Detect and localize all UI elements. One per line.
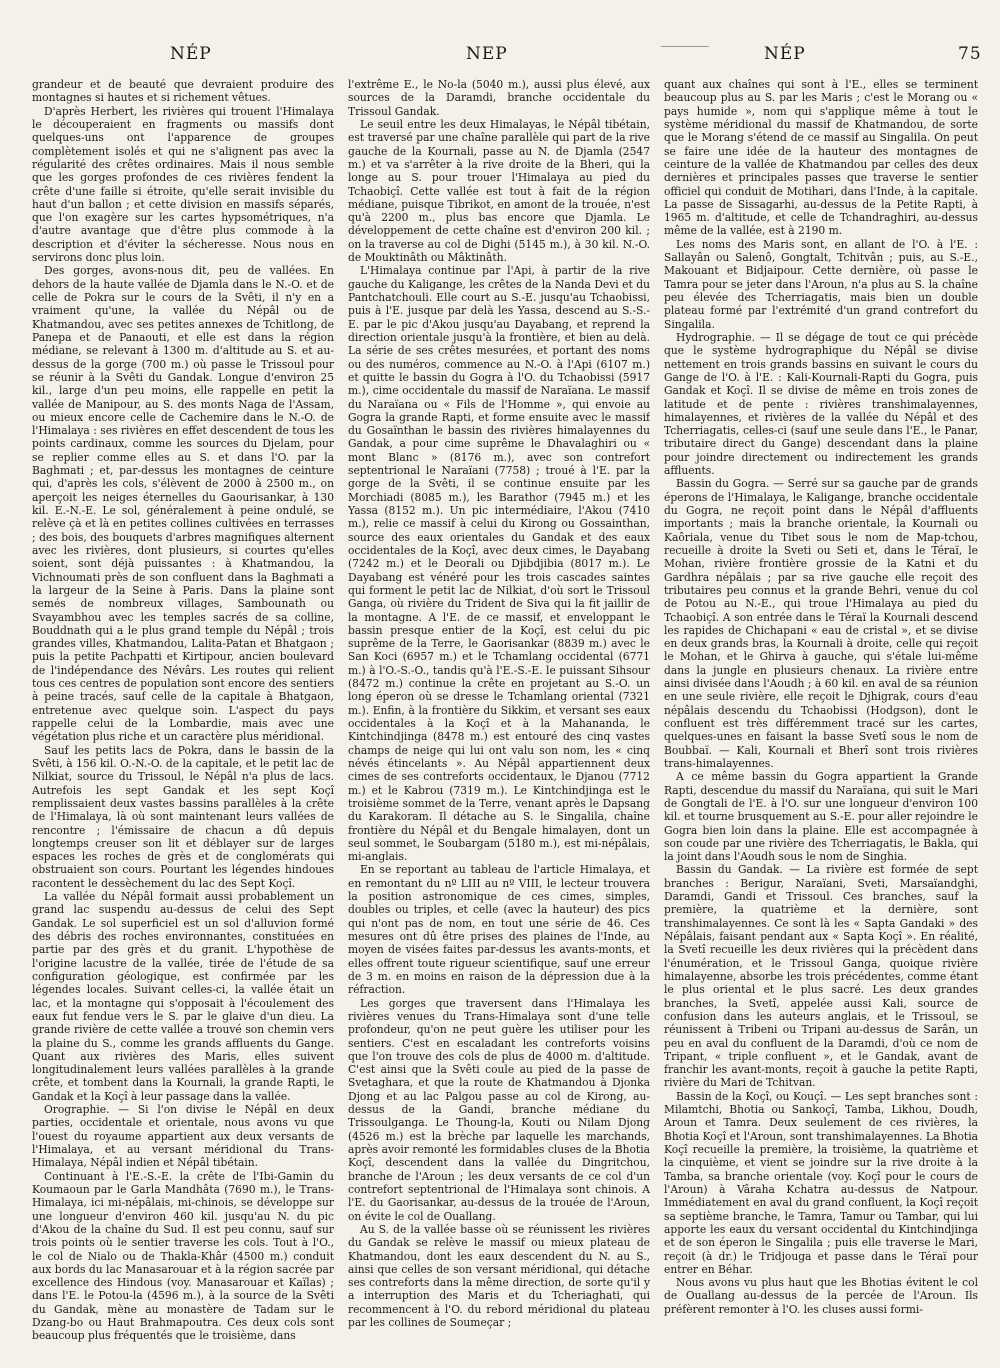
- paragraph: grandeur et de beauté que devraient produire des montagnes si hautes et si richement vêtues.: [32, 78, 334, 105]
- column-2: [348, 78, 650, 1358]
- paragraph: Le seuil entre les deux Himalayas, le Népâl tibétain, est traversé par une chaîne parallèle qui part de la rive gauche de la Kournali, passe au N. de Djamla (2547 m.) et va s'arrêter à la rive droite de la Bheri, qui la longe au S. pour trouer l'Himalaya au pied du Tchaobiçî. Cette vallée est tout à fait de la région médiane, puisque Tibrikot, en amont de la trouée, n'est qu'à 2200 m., plus bas encore que Djamla. Le développement de cette chaîne est d'environ 200 kil. ; on la traverse au col de Dighi (5145 m.), à 30 kil. N.-O. de Mouktinâth ou Mâktinâth.: [348, 117, 650, 265]
- paragraph: A ce même bassin du Gogra appartient la Grande Rapti, descendue du massif du Naraïana, qui suit le Mari de Gongtali de l'E. à l'O. sur une longueur d'environ 100 kil. et tourne brusquement au S.-E. pour aller rejoindre le Gogra bien loin dans la plaine. Elle est accompagnée à son coude par une rivière des Tcherriagatis, le Bakla, qui la joint dans l'Aoudh sous le nom de Singhia.: [664, 770, 978, 864]
- paragraph: Bassin de la Koçî, ou Kouçî. — Les sept branches sont : Milamtchi, Bhotia ou Sankoçî, Tamba, Likhou, Doudh, Aroun et Tamra. Deux seulement de ces rivières, la Bhotia Koçî et l'Aroun, sont transhimalayennes. La Bhotia Koçî recueille la première, la troisième, la quatrième et la cinquième, et vient se joindre sur la rive droite à la Tamba, sa branche orientale (voy. Koçî pour le cours de l'Aroun) à Vâraha Kchatra au-dessus de Natpour. Immédiatement en aval du grand confluent, la Koçî reçoit sa septième branche, le Tamra, Tamur ou Tambar, qui lui apporte les eaux du versant occidental du Kintchindjinga et de son éperon le Singalila ; puis elle traverse le Mari, reçoit (à dr.) le Tridjouga et passe dans le Téraï pour entrer en Béhar.: [664, 1089, 978, 1276]
- header-left: NÉP: [170, 44, 212, 64]
- column-3: [664, 78, 978, 1358]
- paragraph: quant aux chaînes qui sont à l'E., elles se terminent beaucoup plus au S. par les Maris ; c'est le Morang ou « pays humide », nom qui s'applique même à tout le système méridional du massif de Khatmandou, de sorte que le Morang s'étend de ce massif au Singalila. On peut se faire une idée de la hauteur des montagnes de ceinture de la vallée de Khatmandou par celles des deux dernières et principales passes que traverse le sentier officiel qui conduit de Motihari, dans l'Inde, à la capitale. La passe de Sissagarhi, au-dessus de la Petite Rapti, à 1965 m. d'altitude, et celle de Tchandraghiri, au-dessus même de la vallée, est à 2190 m.: [664, 78, 978, 238]
- paragraph: Les noms des Maris sont, en allant de l'O. à l'E. : Sallayân ou Salenô, Gongtalt, Tchitvân ; puis, au S.-E., Makouant et Bidjaipour. Cette dernière, où passe le Tamra pour se jeter dans l'Aroun, n'a plus au S. la chaîne peu élevée des Tcherriagatis, mais bien un double plateau formé par l'extrémité d'un grand contrefort du Singalila.: [664, 237, 978, 331]
- paragraph: Sauf les petits lacs de Pokra, dans le bassin de la Svêti, à 156 kil. O.-N.-O. de la capitale, et le petit lac de Nilkiat, source du Trissoul, le Népâl n'a plus de lacs. Autrefois les sept Gandak et les sept Koçî remplissaient deux vastes bassins parallèles à la crête de l'Himalaya, là où sont maintenant leurs vallées de rencontre ; l'émissaire de chacun a dû depuis longtemps creuser son lit et déblayer sur de larges espaces les roches de grès et de conglomérats qui obstruaient son cours. Pourtant les légendes hindoues racontent le dessèchement du lac des Sept Koçî.: [32, 743, 334, 890]
- paragraph: Bassin du Gandak. — La rivière est formée de sept branches : Berigur, Naraïani, Sveti, Marsaïandghi, Daramdi, Gandi et Trissoul. Ces branches, sauf la première, la quatrième et la dernière, sont transhimalayennes. Ce sont là les « Sapta Gandaki » des Népâlais, faisant pendant aux « Sapta Koçî ». En réalité, la Svetî recueille les deux rivières qui la précèdent dans l'énumération, et le Trissoul Ganga, quoique rivière himalayenne, absorbe les trois précédentes, comme étant le plus oriental et le plus sacré. Les deux grandes branches, la Svetî, appelée aussi Kali, source de confusion dans les auteurs anglais, et le Trissoul, se réunissent à Tribeni ou Tripani au-dessus de Sarân, un peu en aval du confluent de la Daramdi, d'où ce nom de Tripant, « triple confluent », et le Gandak, avant de franchir les avant-monts, reçoit à gauche la petite Rapti, rivière du Mari de Tchitvan.: [664, 863, 978, 1090]
- paragraph: Les gorges que traversent dans l'Himalaya les rivières venues du Trans-Himalaya sont d'une telle profondeur, qu'on ne peut guère les utiliser pour les sentiers. C'est en escaladant les contreforts voisins que l'on trouve des cols de plus de 4000 m. d'altitude. C'est ainsi que la Svêti coule au pied de la passe de Svetaghara, et que la route de Khatmandou à Djonka Djong et au lac Palgou passe au col de Kirong, au-dessus de la Gandi, branche médiane du Trissoulganga. Le Thoung-la, Kouti ou Nilam Djong (4526 m.) est la brèche par laquelle les marchands, après avoir remonté les formidables cluses de la Bhotia Koçî, descendent dans la vallée du Dingritchou, branche de l'Aroun ; les deux versants de ce col d'un contrefort septentrional de l'Himalaya sont chinois. A l'E. du Gaorisankar, au-dessus de la trouée de l'Aroun, on évite le col de Ouallang.: [348, 996, 650, 1223]
- header-rule: [661, 46, 709, 47]
- paragraph: D'après Herbert, les rivières qui trouent l'Himalaya le découperaient en fragments ou massifs dont quelques-uns ont l'apparence de groupes complètement isolés et qui ne s'alignent pas avec la régularité des crêtes ordinaires. Mais il nous semble que les gorges profondes de ces rivières fendent la crête d'une faille si étroite, qu'elle serait invisible du haut d'un ballon ; et cette division en massifs séparés, que l'on exagère sur les cartes hypsométriques, n'a d'autre avantage que d'être plus commode à la description et d'éviter la sécheresse. Nous nous en servirons donc plus loin.: [32, 104, 334, 265]
- paragraph: l'extrême E., le No-la (5040 m.), aussi plus élevé, aux sources de la Daramdi, branche occidentale du Trissoul Gandak.: [348, 78, 650, 118]
- paragraph: Des gorges, avons-nous dit, peu de vallées. En dehors de la haute vallée de Djamla dans le N.-O. et de celle de Pokra sur le cours de la Svêti, il n'y en a vraiment qu'une, la vallée du Népâl ou de Khatmandou, avec ses petites annexes de Tchitlong, de Panepa et de Panaouti, et elle est dans la région médiane, se relevant à 1300 m. d'altitude au S. et au-dessus de la gorge (700 m.) où passe le Trissoul pour se réunir à la Svêti du Gandak. Longue d'environ 25 kil., large d'un peu moins, elle rappelle en petit la vallée de Manipour, au S. des monts Naga de l'Assam, ou mieux encore celle de Cachemire dans le N.-O. de l'Himalaya : ses rivières en effet descendent de tous les points cardinaux, comme les sources du Djelam, pour se replier comme elles au S. et dans l'O. par la Baghmati ; et, par-dessus les montagnes de ceinture qui, d'après les cols, s'élèvent de 2000 à 2500 m., on aperçoit les neiges éternelles du Gaourisankar, à 130 kil. E.-N.-E. Le sol, généralement à peine ondulé, se relève çà et là en petites collines cultivées en terrasses ; des bois, des bouquets d'arbres magnifiques alternent avec les rivières, dont plusieurs, si courtes qu'elles soient, sont déjà puissantes : à Khatmandou, la Vichnoumati près de son confluent dans la Baghmati a la largeur de la Seine à Paris. Dans la plaine sont semés de nombreux villages, Sambounath ou Svayambhou avec les temples sacrés de sa colline, Bouddnath qui a le plus grand temple du Népâl ; trois grandes villes, Khatmandou, Lalita-Patan et Bhatgaon ; puis la petite Pachpatti et Kirtipour, ancien boulevard de l'indépendance des Névârs. Les routes qui relient tous ces centres de population sont encore des sentiers à peine tracés, sauf celle de la capitale à Bhatgaon, entretenue avec quelque soin. L'aspect du pays rappelle celui de la Lombardie, mais avec une végétation plus riche et un caractère plus méridional.: [32, 264, 334, 744]
- paragraph: La vallée du Népâl formait aussi probablement un grand lac suspendu au-dessus de celui des Sept Gandak. Le sol superficiel est un sol d'alluvion formé des débris des roches environnantes, constituées en partie par des grès et du granit. L'hypothèse de l'origine lacustre de la vallée, tirée de l'étude de sa configuration géologique, est confirmée par les légendes locales. Suivant celles-ci, la vallée était un lac, et la montagne qui s'opposait à l'écoulement des eaux fut fendue vers le S. par le glaive d'un dieu. La grande rivière de cette vallée a trouvé son chemin vers la plaine du S., comme les grands affluents du Gange. Quant aux rivières des Maris, elles suivent longitudinalement leurs vallées parallèles à la grande crête, et tombent dans la Kournali, la grande Rapti, le Gandak et la Koçî à leur passage dans la vallée.: [32, 890, 334, 1103]
- page-number: 75: [958, 44, 982, 64]
- paragraph: En se reportant au tableau de l'article Himalaya, et en remontant du nº LIII au nº VIII, le lecteur trouvera la position astronomique de ces cimes, simples, doubles ou triples, et celle (avec la hauteur) des pics qui n'ont pas de nom, en tout une série de 46. Ces mesures ont dû être prises des plaines de l'Inde, au moyen de visées faites par-dessus les avants-monts, et elles offrent toute rigueur scientifique, sauf une erreur de 3 m. en moins en raison de la dépression due à la réfraction.: [348, 863, 650, 997]
- paragraph: Orographie. — Si l'on divise le Népâl en deux parties, occidentale et orientale, nous avons vu que l'ouest du royaume appartient aux deux versants de l'Himalaya, et au versant méridional du Trans-Himalaya, Népâl indien et Népâl tibétain.: [32, 1103, 334, 1170]
- column-1: [32, 78, 334, 1358]
- paragraph: Continuant à l'E.-S.-E. la crête de l'Ibi-Gamin du Koumaoun par le Garla Mandhâta (7690 m.), le Trans-Himalaya, ici mi-népâlais, mi-chinois, se développe sur une longueur d'environ 460 kil. jusqu'au N. du pic d'Akou de la chaîne du Sud. Il est peu connu, sauf sur trois points où le sentier traverse les cols. Tout à l'O., le col de Nialo ou de Thakla-Khâr (4500 m.) conduit aux bords du lac Manasarouar et à la région sacrée par excellence des Hindous (voy. Manasarouar et Kaïlas) ; dans l'E. le Potou-la (4596 m.), à la source de la Svêti du Gandak, mène au monastère de Tadam sur le Dzang-bo ou Haut Brahmapoutra. Ces deux cols sont beaucoup plus fréquentés que le troisième, dans: [32, 1169, 334, 1343]
- text-columns: [32, 78, 978, 1358]
- paragraph: L'Himalaya continue par l'Api, à partir de la rive gauche du Kaligange, les crêtes de la Nanda Devi et du Pantchatchouli. Elle court au S.-E. jusqu'au Tchaobissi, puis à l'E. jusque par delà les Yassa, descend au S.-S.-E. par le pic d'Akou jusqu'au Dayabang, et reprend la direction orientale jusqu'à la frontière, et bien au delà. La série de ses crêtes mesurées, et portant des noms ou des numéros, commence au N.-O. à l'Api (6107 m.) et quitte le bassin du Gogra à l'O. du Tchaobissi (5917 m.), cime occidentale du massif de Naraïana. Le massif du Naraïana ou « Fils de l'Homme », qui envoie au Gogra la grande Rapti, et forme ensuite avec le massif du Gosaïnthan le bassin des rivières himalayennes du Gandak, a pour cime suprême le Dhavalaghiri ou « mont Blanc » (8176 m.), avec son contrefort septentrional le Naraïani (7758) ; troué à l'E. par la gorge de la Svêti, il se continue ensuite par les Morchiadi (8085 m.), les Barathor (7945 m.) et les Yassa (8152 m.). Un pic intermédiaire, l'Akou (7410 m.), relie ce massif à celui du Kirong ou Gossainthan, source des eaux orientales du Gandak et des eaux occidentales de la Koçî, avec deux cimes, le Dayabang (7242 m.) et le Deorali ou Djibdjibia (8017 m.). Le Dayabang est vénéré pour les trois cascades saintes qui forment le petit lac de Nilkiat, d'où sort le Trissoul Ganga, où rivière du Trident de Siva qui la fit jaillir de la montagne. A l'E. de ce massif, et enveloppant le bassin presque entier de la Koçî, est celui du pic suprême de la Terre, le Gaorisankar (8839 m.) avec le San Koci (6957 m.) et le Tchamlang occidental (6771 m.) à l'O.-S.-O., tandis qu'à l'E.-S.-E. le puissant Sihsour (8472 m.) continue la crête en projetant au S.-O. un long éperon où se dresse le Tchamlang oriental (7321 m.). Enfin, à la frontière du Sikkim, et versant ses eaux occidentales à la Koçî et à la Mahananda, le Kintchindjinga (8478 m.) est entouré des cinq vastes champs de neige qui lui ont valu son nom, les « cinq névés étincelants ». Au Népâl appartiennent deux cimes de ses contreforts occidentaux, le Djanou (7712 m.) et le Kabrou (7319 m.). Le Kintchindjinga est le troisième sommet de la Terre, venant après le Dapsang du Karakoram. Il détache au S. le Singalila, chaîne frontière du Népâl et du Bengale himalayen, dont un seul sommet, le Soubargam (5180 m.), est mi-népâlais, mi-anglais.: [348, 264, 650, 864]
- paragraph: Nous avons vu plus haut que les Bhotias évitent le col de Ouallang au-dessus de la percée de l'Aroun. Ils préfèrent remonter à l'O. les cluses aussi formi-: [664, 1276, 978, 1316]
- paragraph: Hydrographie. — Il se dégage de tout ce qui précède que le système hydrographique du Népâl se divise nettement en trois grands bassins en suivant le cours du Gange de l'O. à l'E. : Kali-Kournali-Rapti du Gogra, puis Gandak et Koçî. Il se divise de même en trois zones de latitude et de pente : rivières transhimalayennes, himalayennes, et rivières de la vallée du Népâl et des Tcherriagatis, celles-ci (sauf une seule dans l'E., le Panar, tributaire direct du Gange) descendant dans la plaine pour joindre directement ou indirectement les grands affluents.: [664, 330, 978, 478]
- running-header: [0, 44, 1000, 70]
- paragraph: Bassin du Gogra. — Serré sur sa gauche par de grands éperons de l'Himalaya, le Kaligange, branche occidentale du Gogra, ne reçoit point dans le Népâl d'affluents importants ; mais la branche orientale, la Kournali ou Kaôriala, venue du Tibet sous le nom de Map-tchou, recueille à droite la Sveti ou Seti et, dans le Téraï, le Mohan, rivière frontière grossie de la Katni et du Gardhra népâlais ; par sa rive gauche elle reçoit des tributaires peu connus et la grande Behri, venue du col de Potou au N.-E., qui troue l'Himalaya au pied du Tchaobiçî. A son entrée dans le Téraï la Kournali descend les rapides de Chichapani « eau de cristal », et se divise en deux grands bras, la Kournali à droite, celle qui reçoit le Mohan, et le Ghirva à gauche, qui s'étale lui-même dans la jungle en plusieurs chenaux. La rivière entre ainsi divisée dans l'Aoudh ; à 60 kil. en aval de sa réunion en une seule rivière, elle reçoit le Djhigrak, cours d'eau népâlais descendu du Tchaobissi (Hodgson), dont le confluent est très différemment tracé sur les cartes, quelques-unes en faisant la basse Svetî sous le nom de Boubbaï. — Kali, Kournali et Bherî sont trois rivières trans-himalayennes.: [664, 477, 978, 770]
- header-right: NÉP: [764, 44, 806, 64]
- paragraph: Au S. de la vallée basse où se réunissent les rivières du Gandak se relève le massif ou mieux plateau de Khatmandou, dont les eaux descendent du N. au S., ainsi que celles de son versant méridional, qui détache ses contreforts dans la même direction, de sorte qu'il y a interruption des Maris et du Tcheriaghati, qui recommencent à l'O. du rebord méridional du plateau par les collines de Soumeçar ;: [348, 1222, 650, 1330]
- header-center: NEP: [466, 44, 508, 64]
